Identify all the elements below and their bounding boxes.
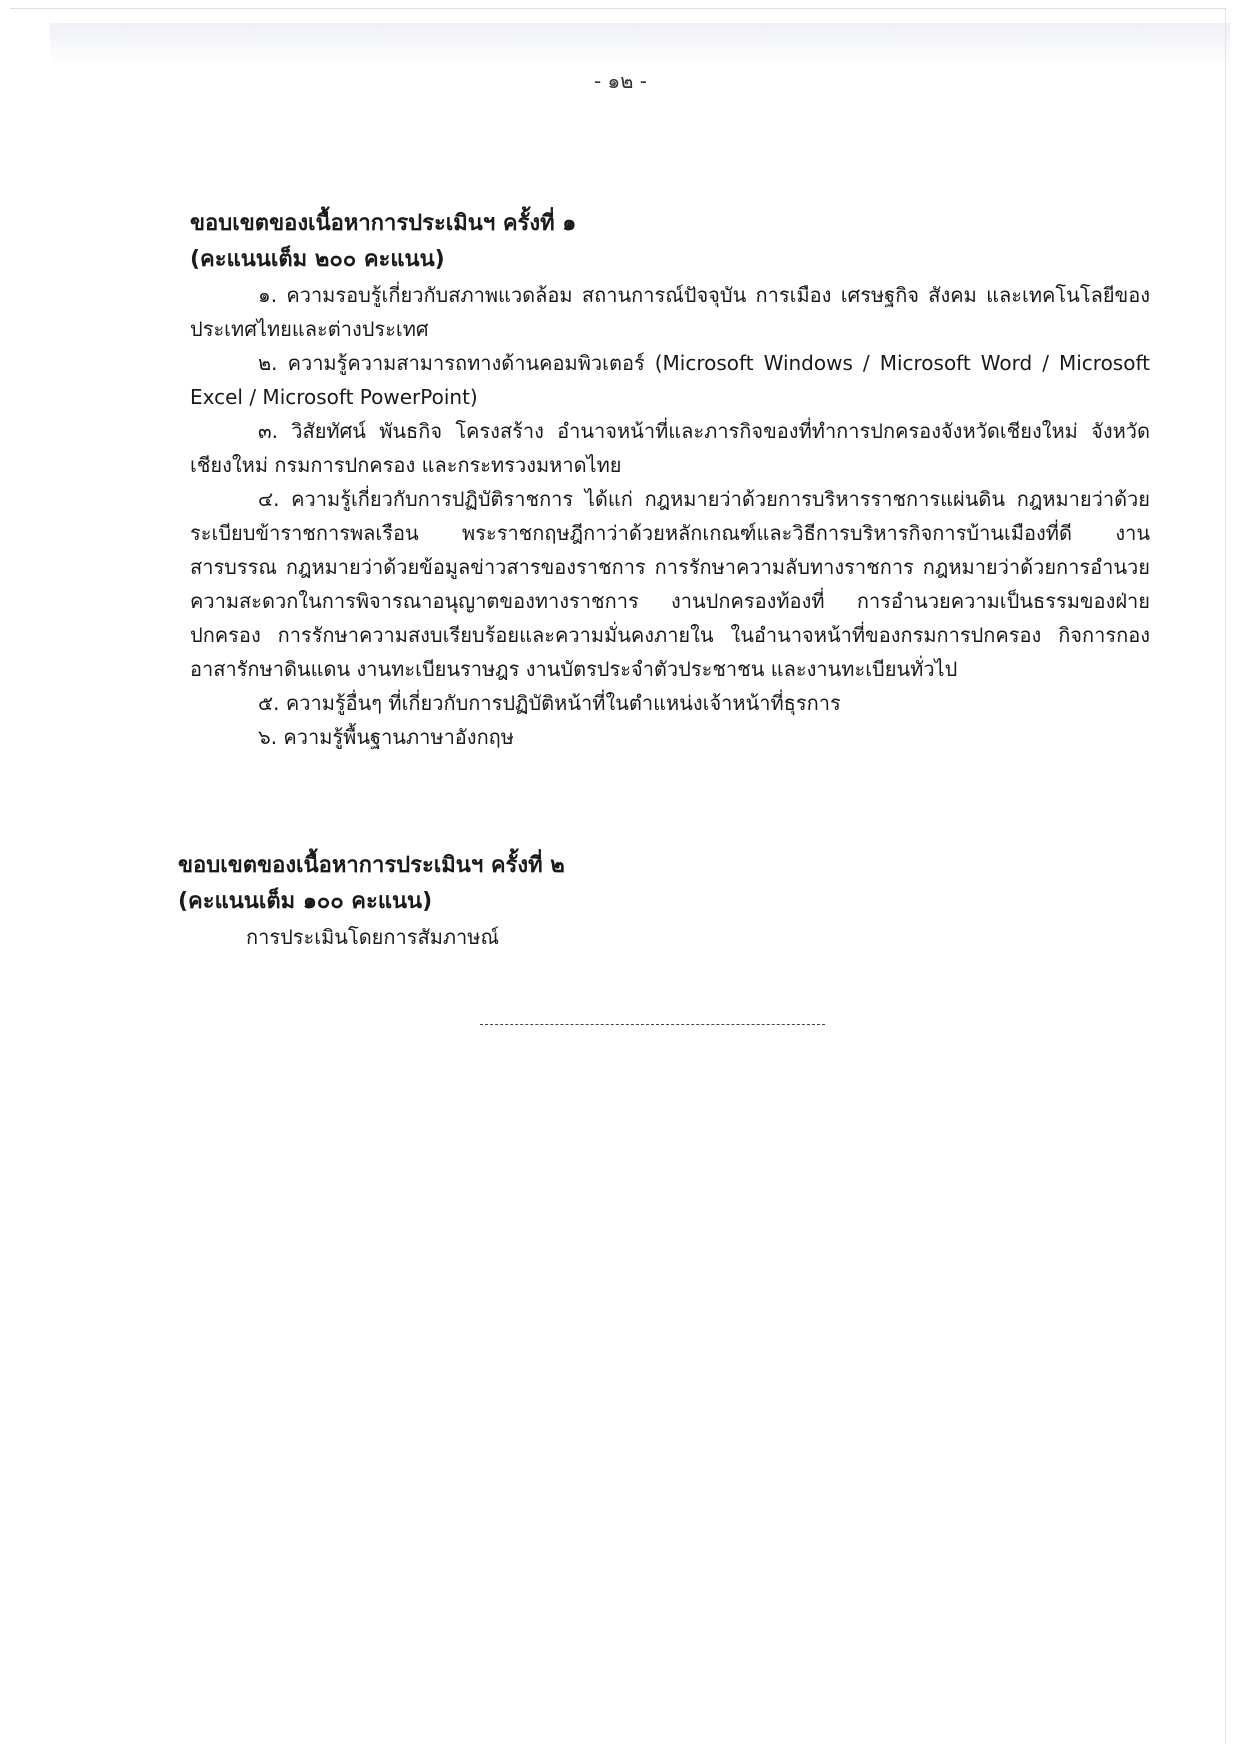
section-score: (คะแนนเต็ม ๒๐๐ คะแนน) bbox=[190, 247, 445, 272]
scope-item-6: ๖. ความรู้พื้นฐานภาษาอังกฤษ bbox=[258, 725, 514, 749]
section-heading: ขอบเขตของเนื้อหาการประเมินฯ ครั้งที่ ๒ bbox=[178, 853, 565, 878]
section-score: (คะแนนเต็ม ๑๐๐ คะแนน) bbox=[178, 889, 433, 914]
page-number: - ๑๒ - bbox=[593, 69, 648, 93]
scope-item-1: ๑. ความรอบรู้เกี่ยวกับสภาพแวดล้อม สถานการณ์ปัจจุบัน การเมือง เศรษฐกิจ สังคม และเทคโนโลยีของประเทศไทยและต่างประเทศ bbox=[190, 283, 1150, 341]
section-body: การประเมินโดยการสัมภาษณ์ bbox=[246, 925, 500, 949]
section-round-2 bbox=[178, 848, 1138, 954]
scope-item-3: ๓. วิสัยทัศน์ พันธกิจ โครงสร้าง อำนาจหน้าที่และภารกิจของที่ทำการปกครองจังหวัดเชียงใหม่ จังหวัดเชียงใหม่ กรมการปกครอง และกระทรวงมหาดไทย bbox=[190, 419, 1150, 477]
section-heading: ขอบเขตของเนื้อหาการประเมินฯ ครั้งที่ ๑ bbox=[190, 211, 577, 236]
scope-item-4: ๔. ความรู้เกี่ยวกับการปฏิบัติราชการ ได้แก่ กฎหมายว่าด้วยการบริหารราชการแผ่นดิน กฎหมายว่าด้วยระเบียบข้าราชการพลเรือน พระราชกฤษฎีกาว่าด้วยหลักเกณฑ์และวิธีการบริหารกิจการบ้านเมืองที่ดี งานสารบรรณ กฎหมายว่าด้วยข้อมูลข่าวสารของราชการ การรักษาความลับทางราชการ กฎหมายว่าด้วยการอำนวยความสะดวกในการพิจารณาอนุญาตของทางราชการ งานปกครองท้องที่ การอำนวยความเป็นธรรมของฝ่ายปกครอง การรักษาความสงบเรียบร้อยและความมั่นคงภายใน ในอำนาจหน้าที่ของกรมการปกครอง กิจการกองอาสารักษาดินแดน งานทะเบียนราษฎร งานบัตรประจำตัวประชาชน และงานทะเบียนทั่วไป bbox=[190, 487, 1150, 681]
section-round-1 bbox=[190, 206, 1150, 754]
scope-item-2: ๒. ความรู้ความสามารถทางด้านคอมพิวเตอร์ (Microsoft Windows / Microsoft Word / Microsoft Excel / Microsoft PowerPoint) bbox=[190, 351, 1150, 409]
scan-artifact bbox=[50, 23, 1230, 67]
scope-item-5: ๕. ความรู้อื่นๆ ที่เกี่ยวกับการปฏิบัติหน้าที่ในตำแหน่งเจ้าหน้าที่ธุรการ bbox=[258, 691, 841, 715]
end-of-document-divider bbox=[480, 1024, 825, 1025]
